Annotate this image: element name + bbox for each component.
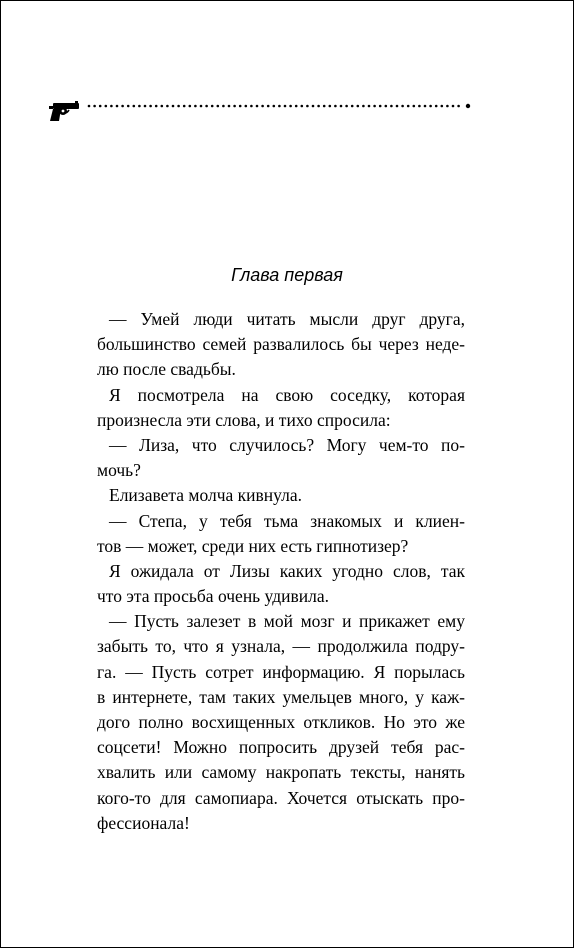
ornament-dot xyxy=(261,105,264,108)
text-line: произнесла эти слова, и тихо спросила: xyxy=(97,409,391,430)
ornament-dot xyxy=(357,105,360,108)
text-line: Елизавета молча кивнула. xyxy=(109,485,303,506)
chapter-body xyxy=(97,307,465,836)
ornament-dot xyxy=(407,105,410,108)
ornament-dot xyxy=(334,105,337,108)
text-line: соцсети! Можно попросить друзей тебя рас- xyxy=(97,737,465,758)
ornament-dot xyxy=(121,105,124,108)
ornament-dot xyxy=(413,105,416,108)
text-line: — Пусть залезет в мой мозг и прикажет ему xyxy=(109,611,465,632)
ornament-dot xyxy=(390,105,393,108)
revolver-icon xyxy=(47,97,477,125)
ornament-dot xyxy=(149,105,152,108)
chapter-ornament xyxy=(47,97,477,125)
paragraph xyxy=(97,559,465,609)
text-line: что эта просьба очень удивила. xyxy=(97,586,329,607)
ornament-dot xyxy=(396,105,399,108)
text-line: в интернете, там таких умельцев много, у каж- xyxy=(97,686,465,707)
paragraph xyxy=(97,483,465,508)
ornament-dot xyxy=(457,105,460,108)
ornament-dot xyxy=(278,105,281,108)
ornament-dot xyxy=(200,105,203,108)
paragraph xyxy=(97,609,465,836)
paragraph xyxy=(97,383,465,433)
paragraph xyxy=(97,509,465,559)
text-line: фессионала! xyxy=(97,812,190,833)
ornament-dot xyxy=(306,105,309,108)
ornament-dot xyxy=(284,105,287,108)
ornament-dot xyxy=(161,105,164,108)
ornament-dot xyxy=(217,105,220,108)
ornament-dot xyxy=(99,105,102,108)
ornament-dot xyxy=(368,105,371,108)
ornament-dot xyxy=(373,105,376,108)
ornament-dot xyxy=(189,105,192,108)
ornament-dot xyxy=(172,105,175,108)
ornament-dot xyxy=(379,105,382,108)
ornament-end-dot xyxy=(466,104,470,108)
text-line: большинство семей развалилось бы через неде- xyxy=(97,334,465,355)
ornament-dot xyxy=(88,105,91,108)
ornament-dot xyxy=(183,105,186,108)
ornament-dot xyxy=(289,105,292,108)
ornament-dot xyxy=(362,105,365,108)
ornament-dot xyxy=(317,105,320,108)
ornament-dot xyxy=(194,105,197,108)
ornament-dot xyxy=(166,105,169,108)
ornament-dot xyxy=(256,105,259,108)
ornament-dot xyxy=(177,105,180,108)
ornament-dot xyxy=(105,105,108,108)
chapter-title: Глава первая xyxy=(231,265,343,285)
ornament-dot xyxy=(155,105,158,108)
paragraph xyxy=(97,307,465,383)
ornament-dot xyxy=(385,105,388,108)
ornament-dot xyxy=(329,105,332,108)
ornament-dot xyxy=(250,105,253,108)
ornament-dot xyxy=(233,105,236,108)
ornament-dot xyxy=(144,105,147,108)
paragraph xyxy=(97,433,465,483)
ornament-dot xyxy=(446,105,449,108)
ornament-dot xyxy=(424,105,427,108)
ornament-dot xyxy=(312,105,315,108)
ornament-dot xyxy=(228,105,231,108)
text-line: мочь? xyxy=(97,460,141,481)
text-line: лю после свадьбы. xyxy=(97,359,236,380)
ornament-dot xyxy=(239,105,242,108)
ornament-dot xyxy=(452,105,455,108)
text-line: Я ожидала от Лизы каких угодно слов, так xyxy=(109,560,465,581)
ornament-dot xyxy=(295,105,298,108)
ornament-dot xyxy=(435,105,438,108)
ornament-dot xyxy=(205,105,208,108)
text-line: кого-то для самопиара. Хочется отыскать про- xyxy=(97,787,465,808)
ornament-dot xyxy=(127,105,130,108)
ornament-dot xyxy=(222,105,225,108)
ornament-dot xyxy=(273,105,276,108)
ornament-dot xyxy=(211,105,214,108)
ornament-dot xyxy=(301,105,304,108)
ornament-dot xyxy=(138,105,141,108)
text-line: Я посмотрела на свою соседку, которая xyxy=(109,384,465,405)
ornament-dot xyxy=(245,105,248,108)
ornament-dot xyxy=(116,105,119,108)
ornament-dot xyxy=(323,105,326,108)
ornament-dot xyxy=(93,105,96,108)
ornament-dot xyxy=(110,105,113,108)
ornament-dot xyxy=(345,105,348,108)
ornament-dot xyxy=(441,105,444,108)
text-line: дого полно восхищенных откликов. Но это же xyxy=(97,712,465,732)
text-line: га. — Пусть сотрет информацию. Я порылась xyxy=(97,661,465,682)
text-line: — Степа, у тебя тьма знакомых и клиен- xyxy=(109,510,465,531)
ornament-dot xyxy=(133,105,136,108)
ornament-dot xyxy=(418,105,421,108)
text-line: — Лиза, что случилось? Могу чем-то по- xyxy=(109,434,465,455)
text-line: забыть то, что я узнала, — продолжила подру- xyxy=(97,636,465,657)
ornament-dot xyxy=(340,105,343,108)
ornament-dot xyxy=(429,105,432,108)
ornament-dot xyxy=(351,105,354,108)
ornament-dot xyxy=(267,105,270,108)
text-line: хвалить или самому накропать тексты, нанять xyxy=(97,762,465,783)
text-line: тов — может, среди них есть гипнотизер? xyxy=(97,535,409,556)
text-line: — Умей люди читать мысли друг друга, xyxy=(109,309,465,329)
ornament-dot xyxy=(401,105,404,108)
